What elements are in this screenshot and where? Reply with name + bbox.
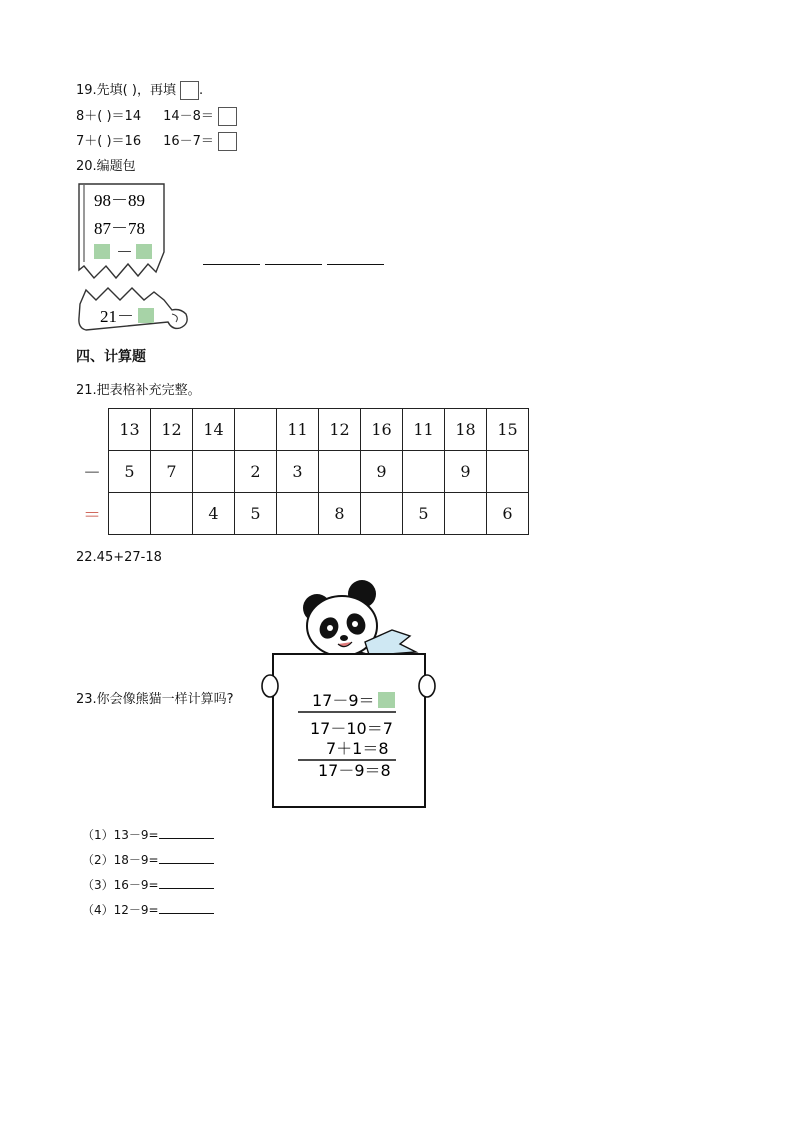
q19-row-2 (76, 130, 237, 151)
table-row-equals (76, 493, 529, 535)
table-cell: 13 (109, 409, 151, 451)
table-cell: 5 (235, 493, 277, 535)
table-cell[interactable] (277, 493, 319, 535)
answer-blank[interactable] (159, 876, 214, 889)
table-cell: 11 (277, 409, 319, 451)
table-cell[interactable] (361, 493, 403, 535)
table-cell: 12 (151, 409, 193, 451)
q23-item-3 (82, 876, 214, 893)
section-title: 四、计算题 (76, 349, 146, 365)
item-label: （3）16－9= (82, 878, 159, 892)
scroll-bottom-text: 21－ (100, 307, 134, 326)
answer-blank[interactable] (159, 901, 214, 914)
q23-item-2 (82, 851, 214, 868)
answer-blank-2[interactable] (265, 264, 322, 265)
table-cell: 12 (319, 409, 361, 451)
green-box (94, 244, 110, 259)
table-cell: 4 (193, 493, 235, 535)
answer-blank[interactable] (159, 851, 214, 864)
scroll-line-2: 87－78 (94, 219, 145, 238)
table-cell: 7 (151, 451, 193, 493)
table-cell: 18 (445, 409, 487, 451)
q19-row1-b: 14－8＝ (163, 109, 214, 124)
item-label: （2）18－9= (82, 853, 159, 867)
q21-title: 21.把表格补充完整。 (76, 383, 201, 398)
board-line-1: 17－9＝ (312, 691, 375, 710)
table-cell: 2 (235, 451, 277, 493)
q19-row2-a: 7＋( )＝16 (76, 134, 142, 149)
fill-table (76, 408, 529, 535)
table-cell: 9 (361, 451, 403, 493)
table-cell: 15 (487, 409, 529, 451)
board-line-4: 17－9＝8 (318, 761, 391, 780)
green-box (378, 692, 395, 708)
table-cell: 6 (487, 493, 529, 535)
scroll-line-3: － (116, 243, 133, 262)
panda-paw-icon (262, 675, 278, 697)
table-cell[interactable] (445, 493, 487, 535)
q19-row1-a: 8＋( )＝14 (76, 109, 142, 124)
table-cell[interactable] (403, 451, 445, 493)
q19-title: 19.先填( )，再填 (76, 83, 176, 98)
table-cell[interactable] (109, 493, 151, 535)
scroll-line-1: 98－89 (94, 191, 145, 210)
equals-sign: ＝ (76, 493, 109, 535)
table-row-top (76, 409, 529, 451)
table-cell: 9 (445, 451, 487, 493)
panda-paw-icon (419, 675, 435, 697)
q19-row-1 (76, 105, 237, 126)
board-line-3: 7＋1＝8 (326, 739, 389, 758)
q19-row2-b: 16－7＝ (163, 134, 214, 149)
q23-item-4 (82, 901, 214, 918)
q20-title: 20.编题包 (76, 159, 136, 174)
table-cell: 16 (361, 409, 403, 451)
answer-box[interactable] (218, 107, 237, 126)
table-cell[interactable] (193, 451, 235, 493)
item-label: （1）13－9= (82, 828, 159, 842)
table-cell[interactable] (487, 451, 529, 493)
q23-item-1 (82, 826, 214, 843)
table-cell: 8 (319, 493, 361, 535)
table-cell: 14 (193, 409, 235, 451)
q23-title: 23.你会像熊猫一样计算吗? (76, 692, 234, 707)
table-row-minus (76, 451, 529, 493)
table-cell[interactable] (235, 409, 277, 451)
scroll-illustration (76, 182, 194, 334)
answer-blank[interactable] (159, 826, 214, 839)
q22-title: 22.45+27-18 (76, 550, 162, 565)
answer-blank-3[interactable] (327, 264, 384, 265)
board-line-2: 17－10＝7 (310, 719, 393, 738)
item-label: （4）12－9= (82, 903, 159, 917)
table-cell: 5 (109, 451, 151, 493)
table-cell[interactable] (319, 451, 361, 493)
green-box (136, 244, 152, 259)
panda-illustration (260, 578, 438, 812)
q19-title-line (76, 79, 203, 100)
answer-box[interactable] (180, 81, 199, 100)
table-cell: 3 (277, 451, 319, 493)
q19-title-end: . (198, 83, 204, 98)
green-box (138, 308, 154, 323)
minus-sign: － (76, 451, 109, 493)
table-cell: 5 (403, 493, 445, 535)
answer-blank-1[interactable] (203, 264, 260, 265)
table-cell: 11 (403, 409, 445, 451)
table-cell[interactable] (151, 493, 193, 535)
answer-box[interactable] (218, 132, 237, 151)
